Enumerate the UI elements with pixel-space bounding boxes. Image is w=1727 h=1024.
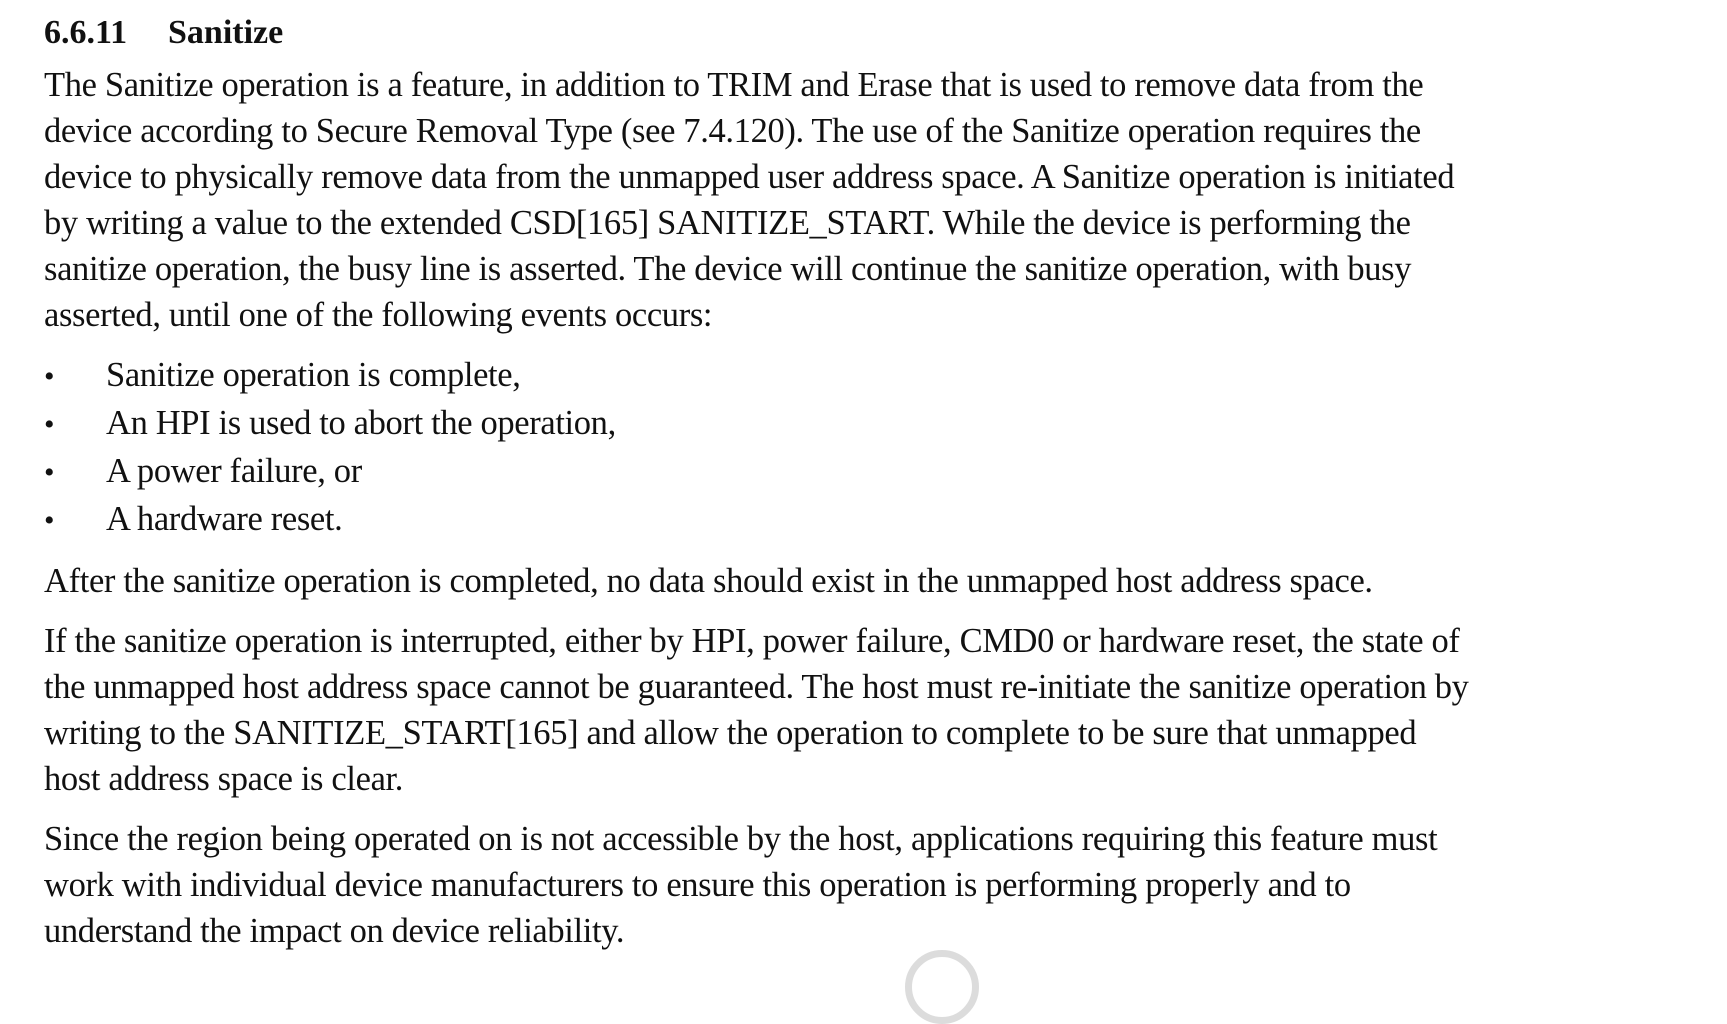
paragraph-line: The Sanitize operation is a feature, in addition to TRIM and Erase that is used to remove data from the	[44, 66, 1424, 104]
paragraph-line: sanitize operation, the busy line is asserted. The device will continue the sanitize operation, with busy	[44, 250, 1412, 288]
watermark-icon	[905, 950, 979, 1024]
paragraph-line: After the sanitize operation is completed, no data should exist in the unmapped host address space.	[44, 562, 1373, 600]
bullet-icon: •	[44, 456, 55, 489]
list-item	[44, 496, 1684, 544]
list-item-text: A power failure, or	[106, 452, 362, 490]
section-heading	[44, 10, 1684, 56]
paragraph-line: Since the region being operated on is not accessible by the host, applications requiring this feature must	[44, 820, 1438, 858]
bullet-icon: •	[44, 504, 55, 537]
list-item	[44, 400, 1684, 448]
list-item-text: Sanitize operation is complete,	[106, 356, 521, 394]
paragraph-line: the unmapped host address space cannot be guaranteed. The host must re-initiate the sanitize operation by	[44, 668, 1469, 706]
paragraph-line: device to physically remove data from the unmapped user address space. A Sanitize operation is initiated	[44, 158, 1455, 196]
completed-paragraph	[44, 558, 1684, 604]
paragraph-line: device according to Secure Removal Type (see 7.4.120). The use of the Sanitize operation requires the	[44, 112, 1421, 150]
interrupted-paragraph	[44, 618, 1684, 802]
paragraph-line: work with individual device manufacturers to ensure this operation is performing properly and to	[44, 866, 1351, 904]
list-item-text: An HPI is used to abort the operation,	[106, 404, 616, 442]
region-paragraph	[44, 816, 1684, 954]
section-number: 6.6.11	[44, 14, 128, 51]
paragraph-line: writing to the SANITIZE_START[165] and allow the operation to complete to be sure that unmapped	[44, 714, 1417, 752]
list-item-text: A hardware reset.	[106, 500, 343, 538]
events-list	[44, 352, 1684, 544]
list-item	[44, 448, 1684, 496]
paragraph-line: by writing a value to the extended CSD[165] SANITIZE_START. While the device is performing the	[44, 204, 1411, 242]
paragraph-line: asserted, until one of the following events occurs:	[44, 296, 713, 334]
paragraph-line: host address space is clear.	[44, 760, 404, 798]
bullet-icon: •	[44, 360, 55, 393]
document-page	[44, 10, 1684, 968]
section-title: Sanitize	[168, 14, 284, 51]
bullet-icon: •	[44, 408, 55, 441]
paragraph-line: understand the impact on device reliability.	[44, 912, 625, 950]
paragraph-line: If the sanitize operation is interrupted, either by HPI, power failure, CMD0 or hardware reset, the state of	[44, 622, 1460, 660]
intro-paragraph	[44, 62, 1684, 338]
list-item	[44, 352, 1684, 400]
